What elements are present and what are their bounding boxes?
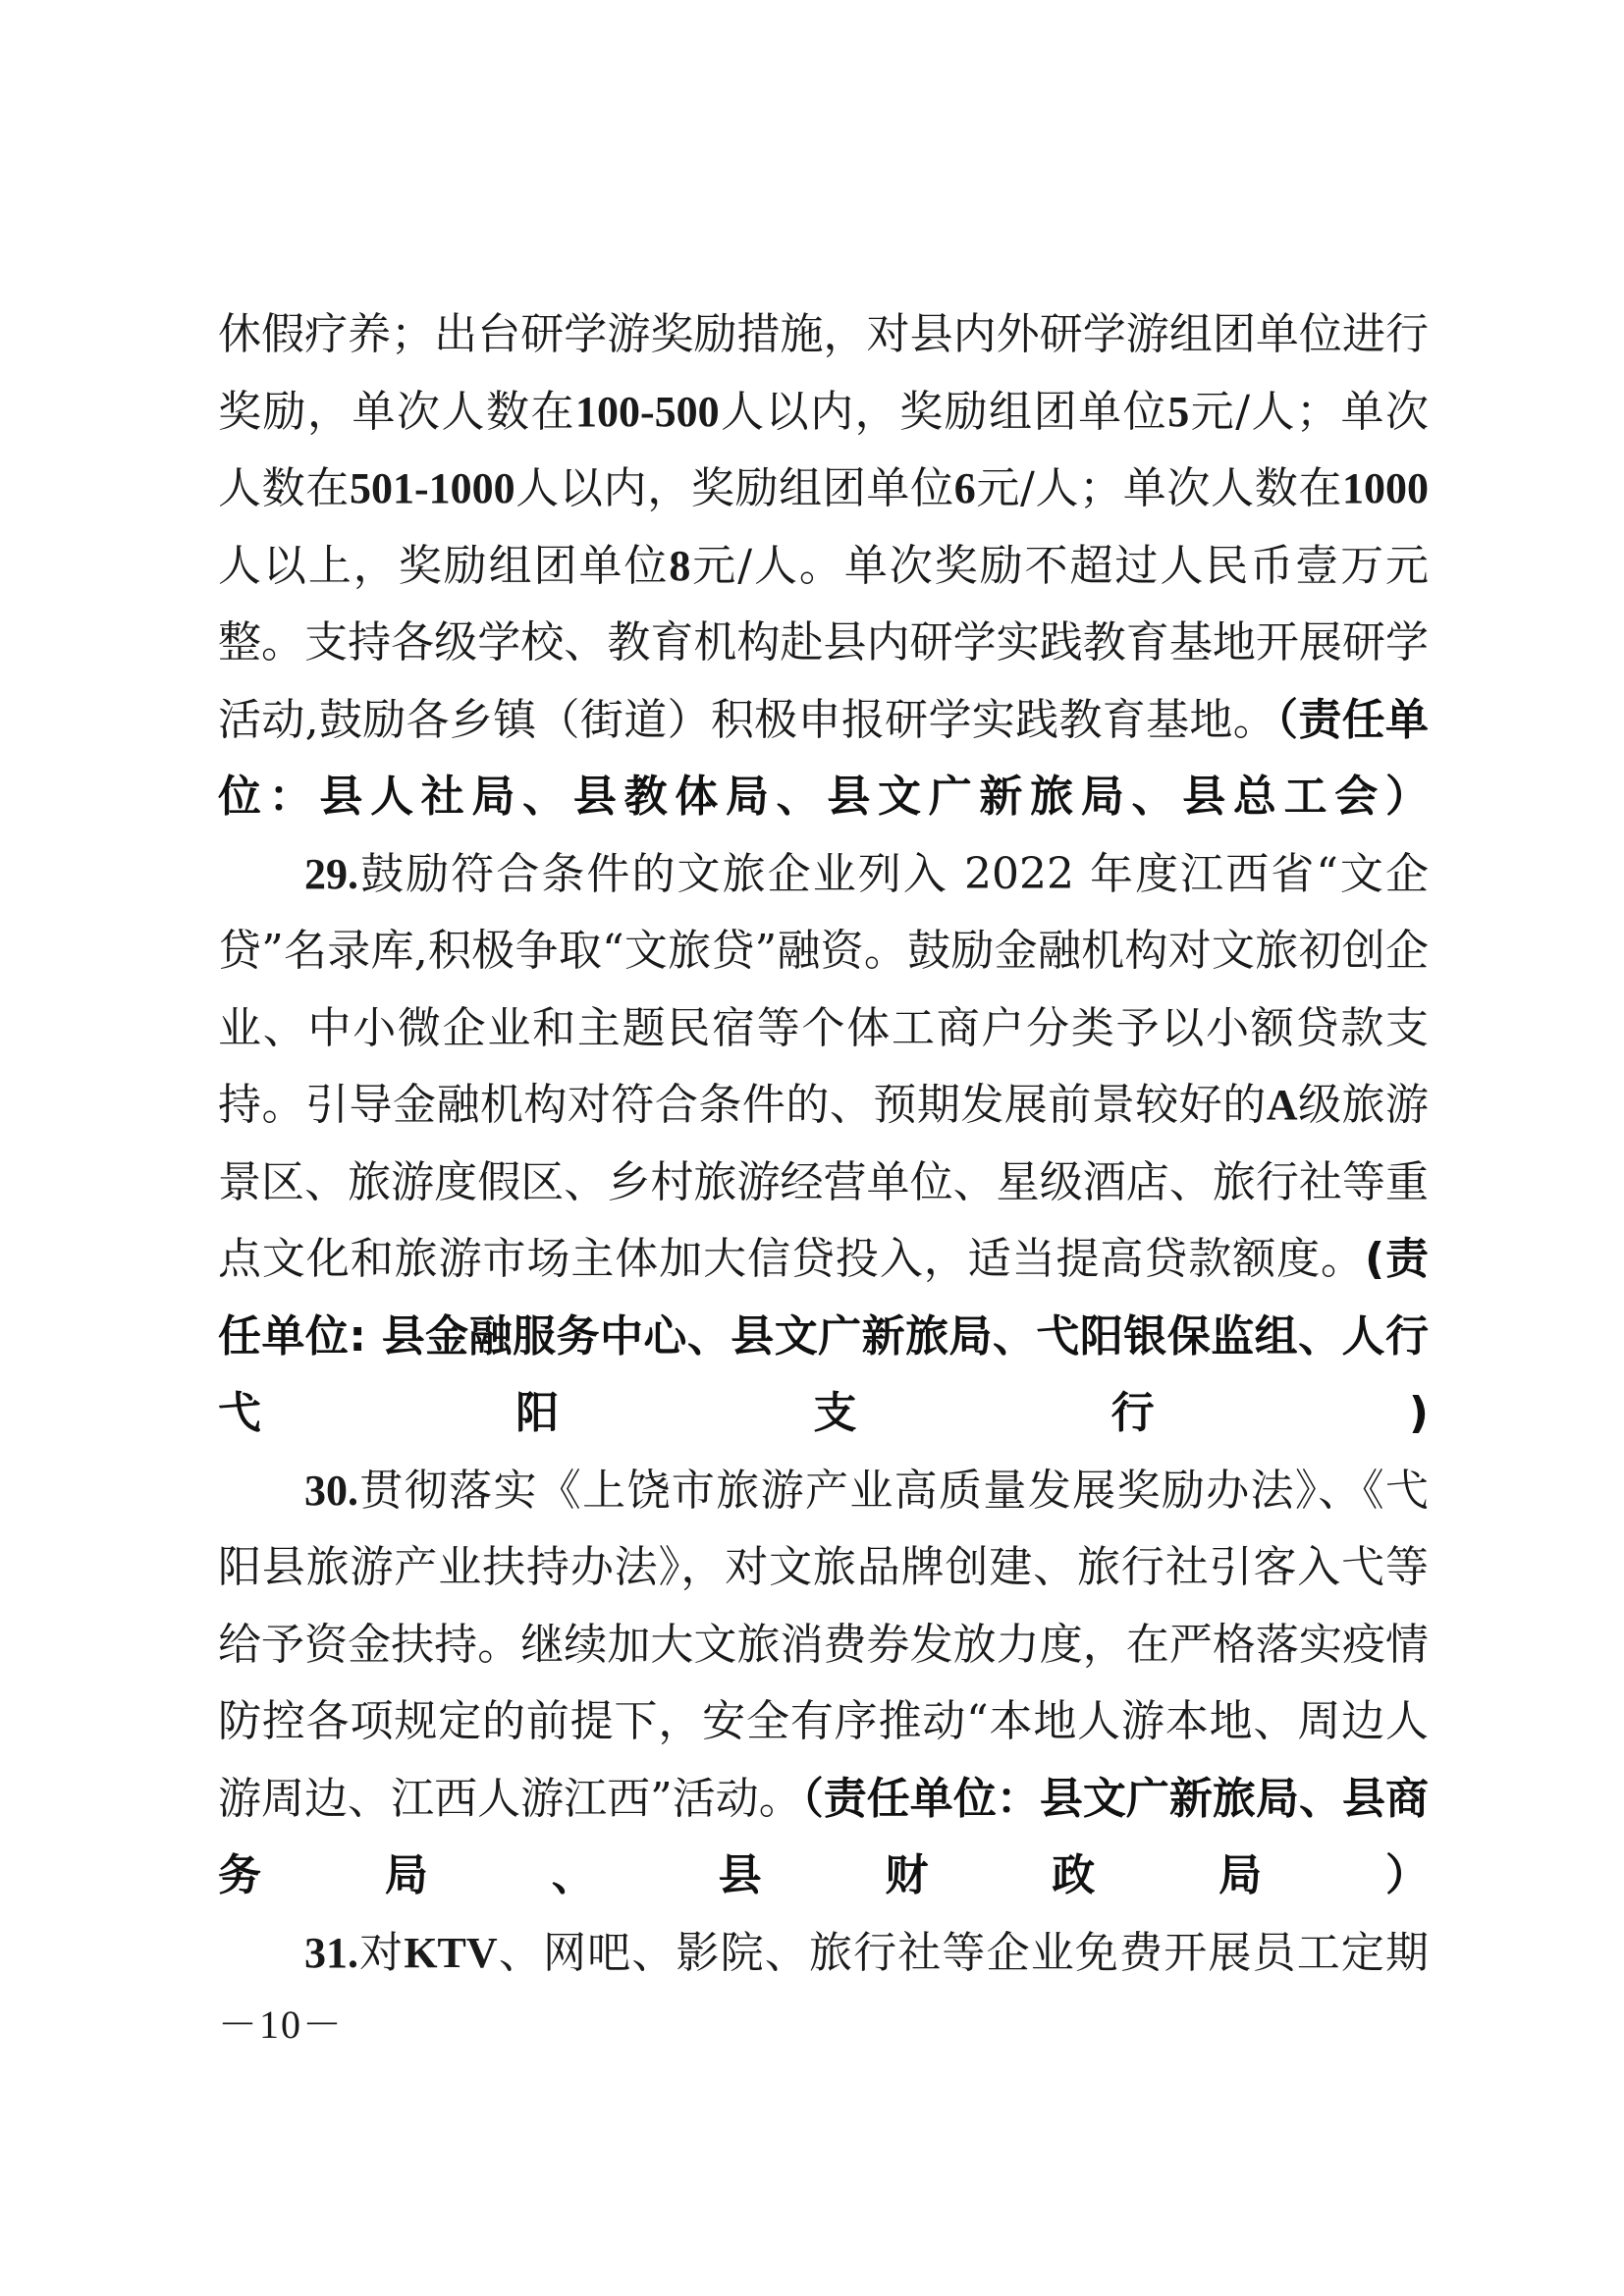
text-run: 鼓励符合条件的文旅企业列入 2022 年度江西省“文企贷”名录库,积极争取“文旅贷”融资。鼓励金融机构对文旅初创企业、中小微企业和主题民宿等个体工商户分类予以小额贷款支持。引导金融机构对符合条件的、预期发展前景较好的 [218, 848, 1429, 1130]
number-run: 5 [1167, 387, 1190, 436]
paragraph-30 [218, 1453, 1429, 1915]
text-run: 休假疗养；出台研学游奖励措施，对县内外研学游组团单位进行奖励，单次人数在 [218, 309, 1429, 437]
text-run: 贯彻落实《上饶市旅游产业高质量发展奖励办法》、《弋阳县旅游产业扶持办法》，对文旅品牌创建、旅行社引客入弋等给予资金扶持。继续加大文旅消费券发放力度，在严格落实疫情防控各项规定的前提下，安全有序推动“本地人游本地、周边人游周边、江西人游江西”活动。 [218, 1465, 1429, 1824]
item-number: 30. [304, 1466, 358, 1515]
text-run: 人以内，奖励组团单位 [514, 463, 954, 513]
item-number: 29. [304, 849, 358, 898]
number-run: 6 [953, 464, 976, 512]
responsible-units: （责任单位：县人社局、县教体局、县文广新旅局、县总工会） [218, 694, 1430, 822]
paragraph-29 [218, 836, 1429, 1453]
text-run: 、网吧、影院、旅行社等企业免费开展员工定期 [497, 1927, 1430, 1978]
number-run: KTV [404, 1928, 498, 1977]
number-run: A [1266, 1081, 1298, 1129]
responsible-units: （责任单位：县文广新旅局、县商务局、县财政局） [218, 1773, 1429, 1900]
paragraph-28-continued [218, 296, 1429, 836]
number-run: 8 [669, 541, 691, 590]
text-run: 元/人；单次人数在 [218, 386, 1430, 513]
number-run: 501-1000 [349, 464, 515, 512]
item-number: 31. [304, 1928, 358, 1977]
text-run: 元/人；单次人数在 [975, 463, 1343, 513]
page-number: －10－ [218, 2002, 344, 2047]
text-run: 人以内，奖励组团单位 [719, 386, 1168, 437]
responsible-units: (责任单位: 县金融服务中心、县文广新旅局、弋阳银保监组、人行弋阳支行) [218, 1234, 1429, 1438]
document-body [218, 296, 1429, 1992]
number-run: 100-500 [575, 387, 720, 436]
paragraph-31 [218, 1915, 1429, 1993]
text-run: 人以上，奖励组团单位 [218, 540, 670, 591]
text-run: 元/人。单次奖励不超过人民币壹万元整。支持各级学校、教育机构赴县内研学实践教育基地开展研学活动,鼓励各乡镇（街道）积极申报研学实践教育基地。 [218, 540, 1429, 745]
text-run: 对 [358, 1927, 405, 1978]
number-run: 1000 [1342, 464, 1430, 512]
text-run: 级旅游景区、旅游度假区、乡村旅游经营单位、星级酒店、旅行社等重点文化和旅游市场主体加大信贷投入，适当提高贷款额度。 [218, 1080, 1429, 1284]
